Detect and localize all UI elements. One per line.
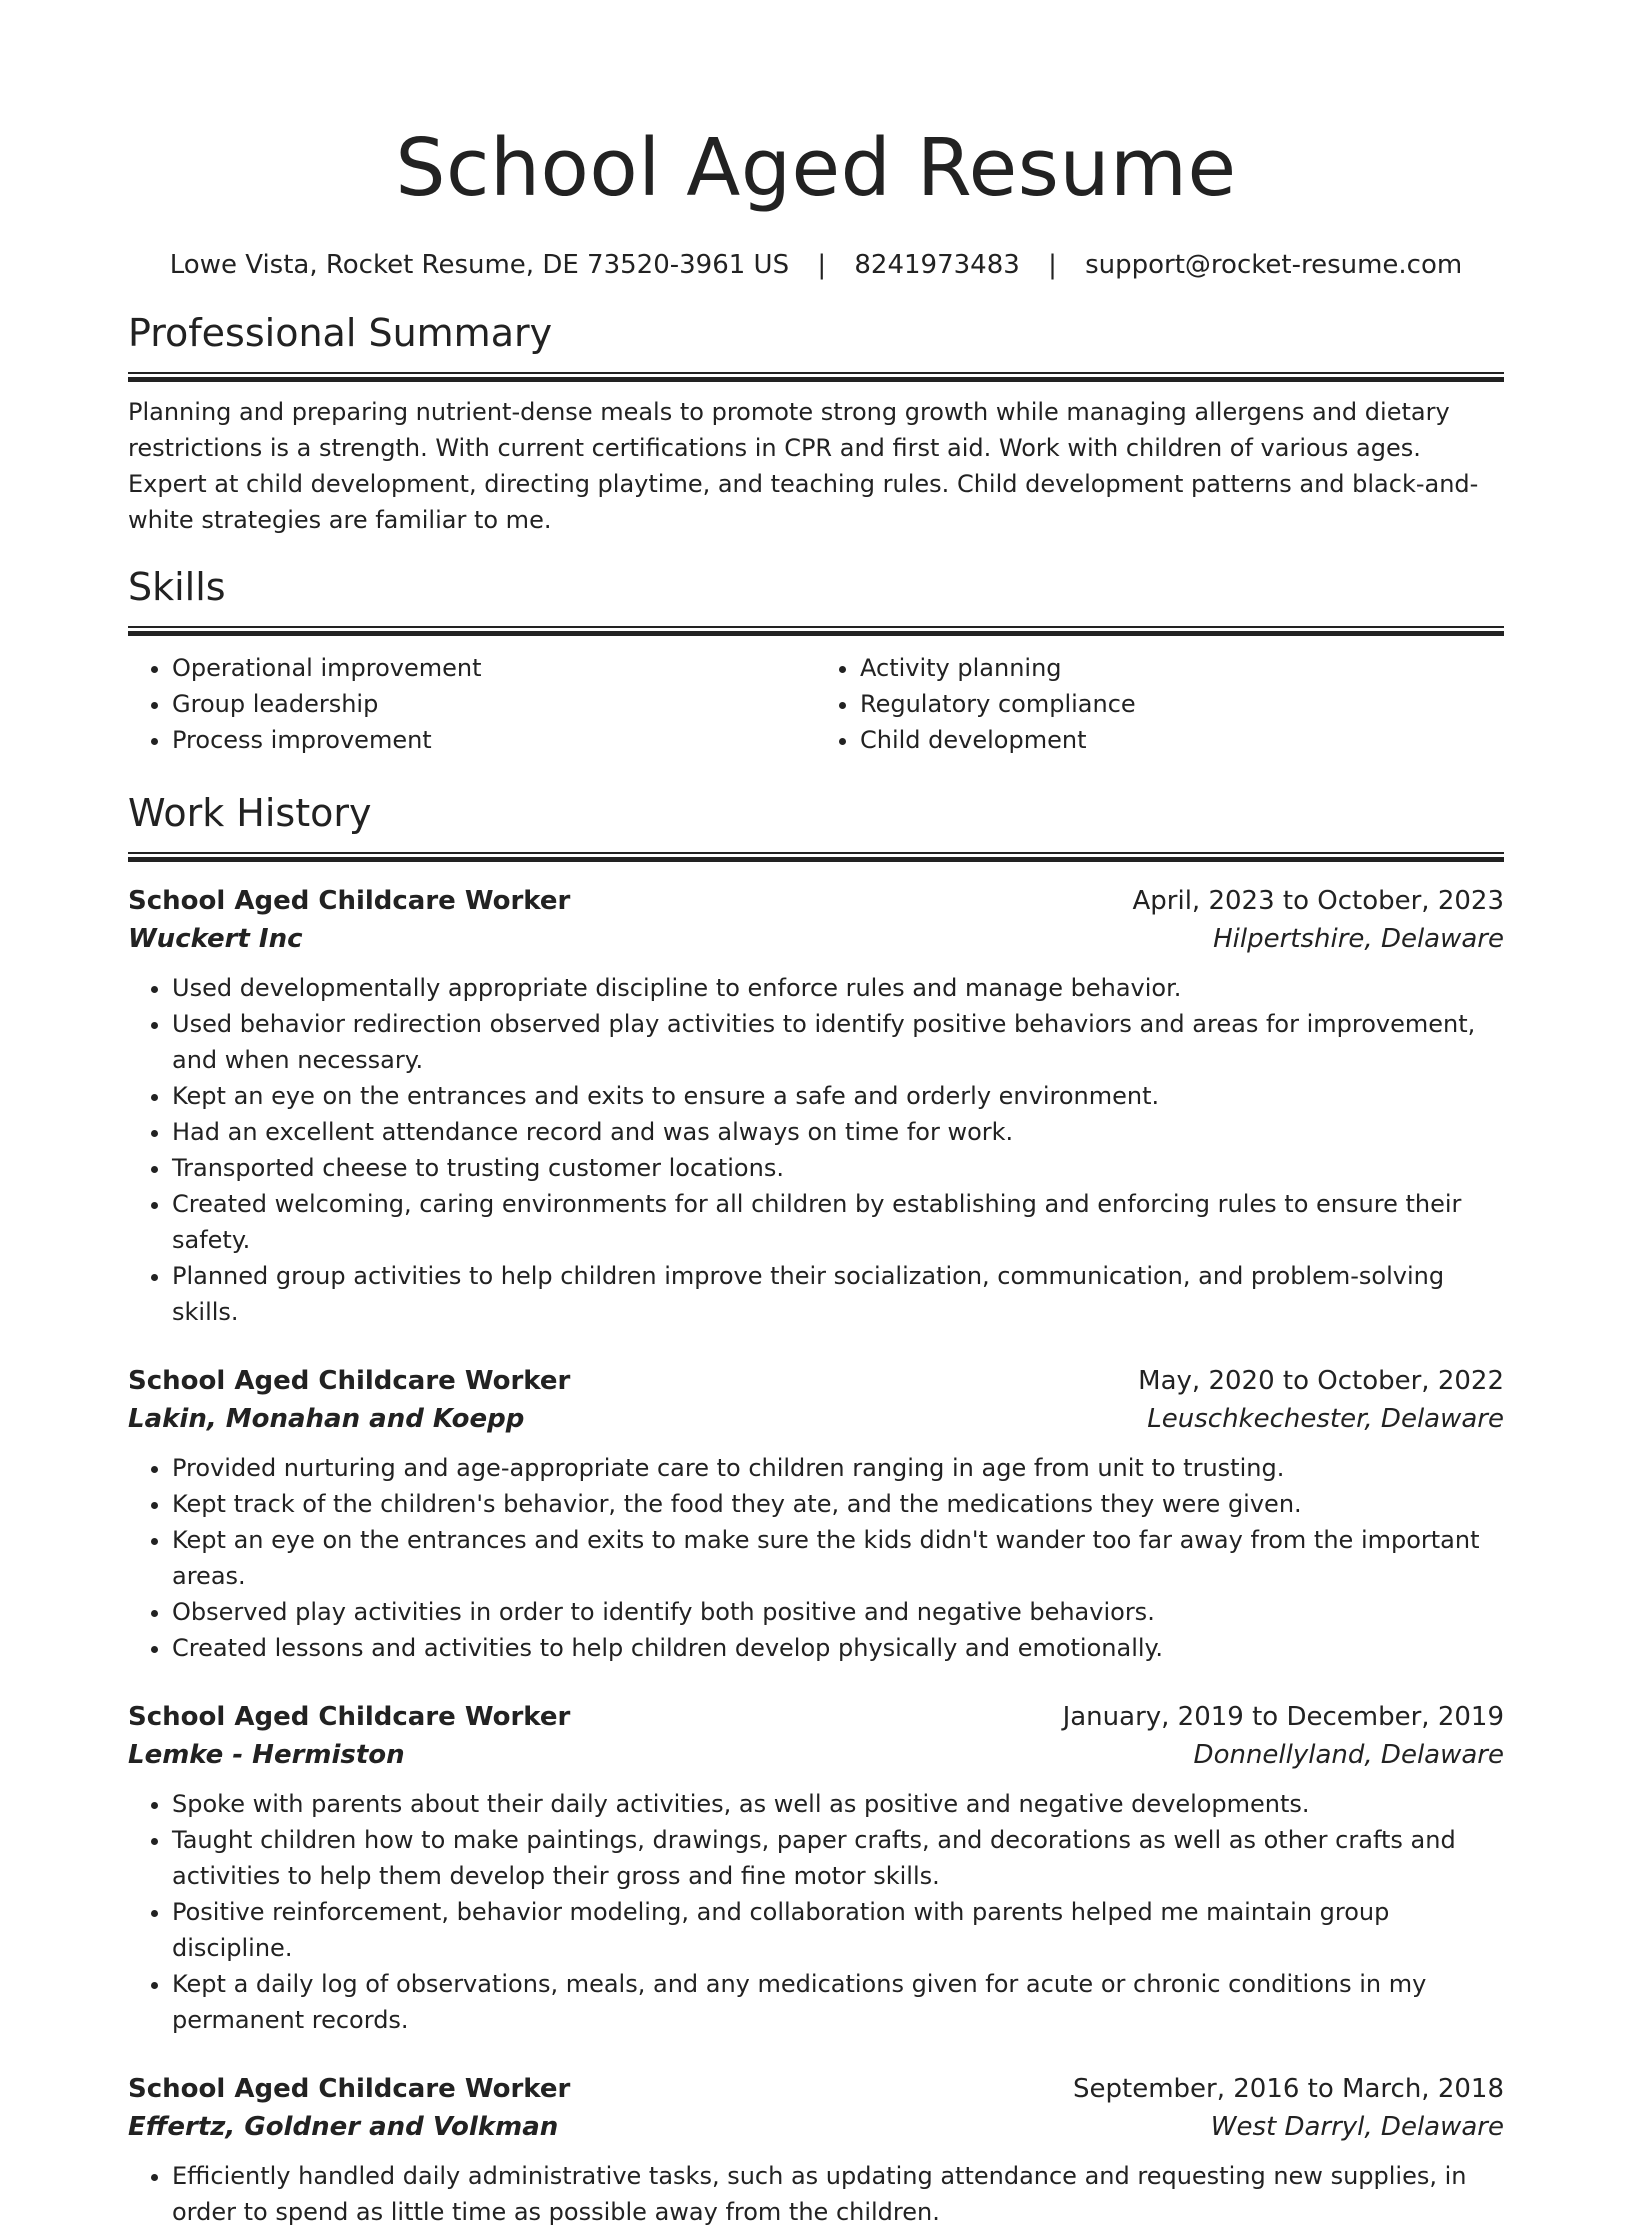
job-entry (128, 1362, 1504, 1666)
job-bullet: • Kept an eye on the entrances and exits to ensure a safe and orderly environment. (172, 1078, 1504, 1114)
skills-grid (128, 650, 1504, 758)
job-bullet: • Had an excellent attendance record and was always on time for work. (172, 1114, 1504, 1150)
contact-phone: 8241973483 (854, 250, 1020, 280)
section-divider (128, 372, 1504, 382)
job-bullet: • Created welcoming, caring environments for all children by establishing and enforcing rules to ensure their safety. (172, 1186, 1504, 1258)
skill-item: • Group leadership (172, 686, 816, 722)
job-bullet: • Planned group activities to help children improve their socialization, communication, and problem-solving skills. (172, 1258, 1504, 1330)
job-dates: January, 2019 to December, 2019 (1062, 1702, 1504, 1732)
job-bullet: • Provided nurturing and age-appropriate care to children ranging in age from unit to trusting. (172, 1450, 1504, 1486)
job-title: School Aged Childcare Worker (128, 2074, 571, 2104)
job-bullets (128, 1786, 1504, 2038)
job-location: Hilpertshire, Delaware (1213, 924, 1504, 954)
resume-page (128, 0, 1504, 2230)
job-bullet: • Observed play activities in order to identify both positive and negative behaviors. (172, 1594, 1504, 1630)
skill-item: • Child development (860, 722, 1504, 758)
job-dates: September, 2016 to March, 2018 (1073, 2074, 1504, 2104)
skill-item: • Operational improvement (172, 650, 816, 686)
job-bullet: • Positive reinforcement, behavior modeling, and collaboration with parents helped me maintain group discipline. (172, 1894, 1504, 1966)
job-title: School Aged Childcare Worker (128, 886, 571, 916)
skill-item: • Regulatory compliance (860, 686, 1504, 722)
job-entry (128, 1698, 1504, 2038)
job-company: Lakin, Monahan and Koepp (128, 1404, 525, 1434)
contact-separator: | (1048, 250, 1057, 280)
job-bullets (128, 1450, 1504, 1666)
contact-separator: | (817, 250, 827, 280)
job-bullet: • Taught children how to make paintings, drawings, paper crafts, and decorations as well as other crafts and activities to help them develop their gross and fine motor skills. (172, 1822, 1504, 1894)
skills-list-right (816, 650, 1504, 758)
job-title: School Aged Childcare Worker (128, 1366, 571, 1396)
job-bullets (128, 970, 1504, 1330)
job-bullets (128, 2158, 1504, 2230)
summary-text: Planning and preparing nutrient-dense meals to promote strong growth while managing allergens and dietary restrictions is a strength. With current certifications in CPR and first aid. Work with children of various ages. Expert at child development, directing playtime, and teaching rules. Child development patterns and black-and-white strategies are familiar to me. (128, 398, 1479, 534)
job-title: School Aged Childcare Worker (128, 1702, 571, 1732)
job-bullet: • Efficiently handled daily administrative tasks, such as updating attendance and requesting new supplies, in order to spend as little time as possible away from the children. (172, 2158, 1504, 2230)
job-company: Wuckert Inc (128, 924, 303, 954)
contact-email: support@rocket-resume.com (1085, 250, 1463, 280)
skill-item: • Process improvement (172, 722, 816, 758)
job-bullet: • Used behavior redirection observed play activities to identify positive behaviors and areas for improvement, and when necessary. (172, 1006, 1504, 1078)
job-bullet: • Kept track of the children's behavior, the food they ate, and the medications they were given. (172, 1486, 1504, 1522)
skills-section (128, 562, 1504, 758)
job-bullet: • Kept a daily log of observations, meals, and any medications given for acute or chronic conditions in my permanent records. (172, 1966, 1504, 2038)
section-title-work-history: Work History (128, 791, 372, 835)
job-location: West Darryl, Delaware (1210, 2112, 1504, 2142)
section-divider (128, 852, 1504, 862)
job-dates: April, 2023 to October, 2023 (1132, 886, 1504, 916)
contact-address: Lowe Vista, Rocket Resume, DE 73520-3961 US (169, 250, 790, 280)
job-bullet: • Used developmentally appropriate discipline to enforce rules and manage behavior. (172, 970, 1504, 1006)
job-location: Leuschkechester, Delaware (1147, 1404, 1504, 1434)
job-entry (128, 882, 1504, 1330)
job-bullet: • Kept an eye on the entrances and exits to make sure the kids didn't wander too far away from the important areas. (172, 1522, 1504, 1594)
job-bullet: • Spoke with parents about their daily activities, as well as positive and negative developments. (172, 1786, 1504, 1822)
job-bullet: • Transported cheese to trusting customer locations. (172, 1150, 1504, 1186)
section-title-skills: Skills (128, 565, 226, 609)
job-location: Donnellyland, Delaware (1193, 1740, 1504, 1770)
job-company: Effertz, Goldner and Volkman (128, 2112, 559, 2142)
section-title-summary: Professional Summary (128, 311, 553, 355)
job-bullet: • Created lessons and activities to help children develop physically and emotionally. (172, 1630, 1504, 1666)
resume-name: School Aged Resume (395, 122, 1237, 214)
section-divider (128, 626, 1504, 636)
contact-line (128, 246, 1504, 284)
professional-summary-section (128, 308, 1504, 538)
work-history-section (128, 788, 1504, 2230)
skills-list-left (128, 650, 816, 758)
job-entry (128, 2070, 1504, 2230)
job-dates: May, 2020 to October, 2022 (1138, 1366, 1504, 1396)
job-company: Lemke - Hermiston (128, 1740, 405, 1770)
skill-item: • Activity planning (860, 650, 1504, 686)
